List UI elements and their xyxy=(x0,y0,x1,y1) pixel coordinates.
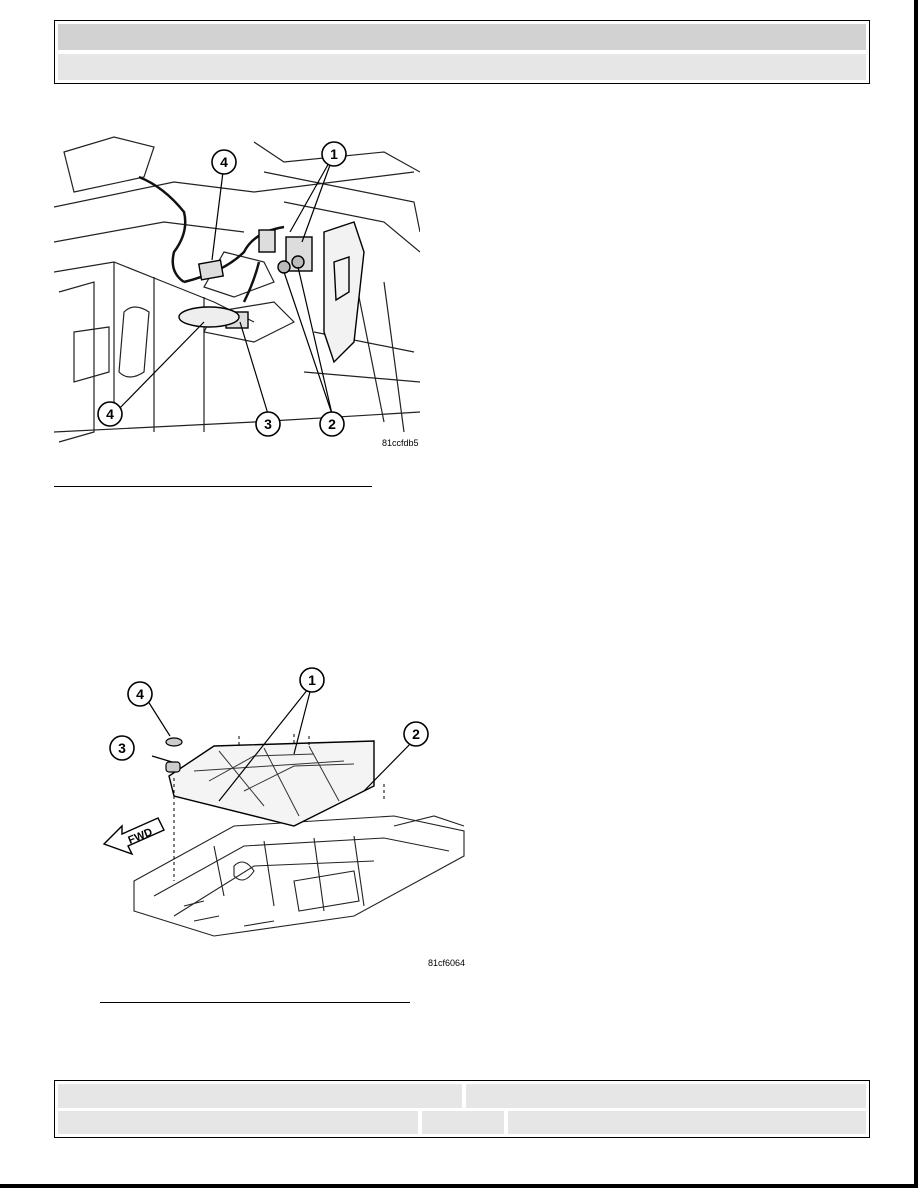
callout-2: 2 xyxy=(328,416,336,432)
page-header xyxy=(54,20,870,84)
footer-cell-bottom-mid xyxy=(421,1110,505,1135)
fwd-label: FWD xyxy=(126,826,155,847)
footer-cell-top-left xyxy=(57,1083,463,1109)
figure-1-id: 81ccfdb5 xyxy=(382,438,419,448)
callout-4a: 4 xyxy=(106,406,114,422)
footer-cell-bottom-left xyxy=(57,1110,419,1135)
callout-3: 3 xyxy=(264,416,272,432)
callout-4: 4 xyxy=(136,686,144,702)
figure-1-illustration xyxy=(54,132,420,452)
callout-3: 3 xyxy=(118,740,126,756)
footer-cell-top-right xyxy=(465,1083,867,1109)
figure-2-id: 81cf6064 xyxy=(428,958,466,968)
figure-2-caption-rule xyxy=(100,1002,410,1003)
callout-1: 1 xyxy=(330,146,338,162)
callout-4b: 4 xyxy=(220,154,228,170)
figure-module-installation xyxy=(54,132,420,452)
header-subtitle-bar xyxy=(57,53,867,81)
callout-2: 2 xyxy=(412,726,420,742)
header-title-bar xyxy=(57,23,867,51)
figure-panel-exploded-view xyxy=(94,666,470,972)
figure-2-illustration xyxy=(94,666,470,972)
callout-1: 1 xyxy=(308,672,316,688)
figure-1-caption-rule xyxy=(54,486,372,487)
footer-cell-bottom-right xyxy=(507,1110,867,1135)
page-footer xyxy=(54,1080,870,1138)
